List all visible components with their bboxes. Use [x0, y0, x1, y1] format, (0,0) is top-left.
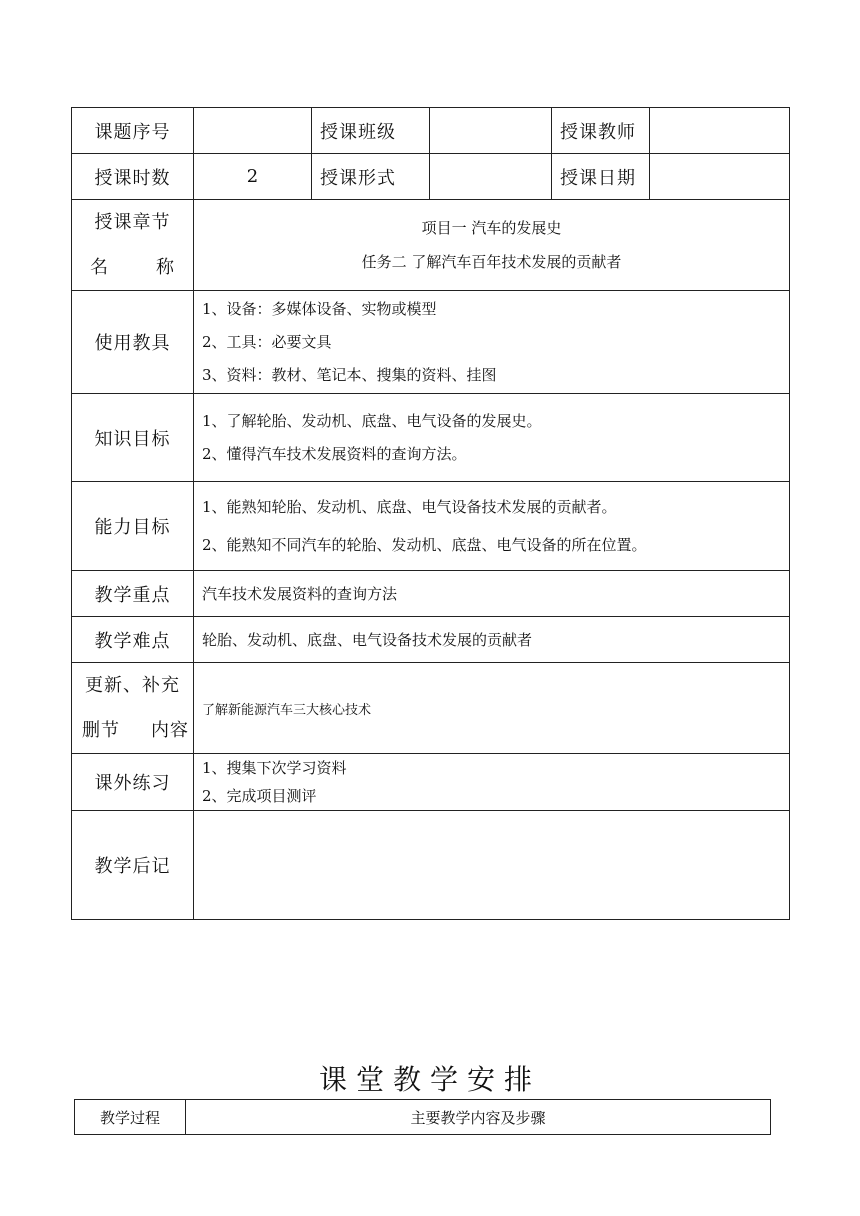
tools-item: 2、工具：必要文具 — [202, 332, 332, 351]
section-title: 课堂教学安排 — [318, 1063, 541, 1096]
updates-content: 了解新能源汽车三大核心技术 — [194, 663, 790, 754]
tools-item: 3、资料：教材、笔记本、搜集的资料、挂图 — [202, 365, 497, 384]
label-reflection: 教学后记 — [72, 811, 194, 920]
label-form: 授课形式 — [312, 154, 430, 200]
row-lesson-no — [72, 108, 790, 154]
lesson-no-value — [194, 108, 312, 154]
label-chapter-line2 — [72, 245, 193, 290]
tools-item: 1、设备：多媒体设备、实物或模型 — [202, 299, 437, 318]
row-homework — [72, 754, 790, 811]
row-ability-goals — [72, 482, 790, 571]
label-ability-goals: 能力目标 — [72, 482, 194, 571]
label-key-points: 教学重点 — [72, 571, 194, 617]
hours-value: 2 — [194, 154, 312, 200]
label-class: 授课班级 — [312, 108, 430, 154]
ability-goal-item: 1、能熟知轮胎、发动机、底盘、电气设备技术发展的贡献者。 — [202, 498, 617, 516]
chapter-subtitle: 任务二 了解汽车百年技术发展的贡献者 — [361, 253, 622, 271]
label-knowledge-goals: 知识目标 — [72, 394, 194, 482]
label-updates-line2 — [72, 708, 193, 753]
knowledge-goal-item: 2、懂得汽车技术发展资料的查询方法。 — [202, 444, 467, 463]
knowledge-goal-item: 1、了解轮胎、发动机、底盘、电气设备的发展史。 — [202, 411, 542, 430]
label-chapter-char-b: 称 — [156, 257, 175, 278]
key-points-content: 汽车技术发展资料的查询方法 — [194, 571, 790, 617]
row-difficulties — [72, 617, 790, 663]
date-value — [650, 154, 790, 200]
row-chapter — [72, 200, 790, 291]
homework-item: 2、完成项目测评 — [202, 787, 317, 805]
label-updates-word-a: 删节 — [82, 720, 120, 741]
class-value — [430, 108, 552, 154]
knowledge-goals-content — [194, 394, 790, 482]
lesson-info-table — [71, 107, 790, 920]
label-updates-line1: 更新、补充 — [85, 675, 180, 696]
row-tools — [72, 291, 790, 394]
label-date: 授课日期 — [552, 154, 650, 200]
chapter-content — [194, 200, 790, 291]
label-lesson-no: 课题序号 — [72, 108, 194, 154]
label-hours: 授课时数 — [72, 154, 194, 200]
label-tools: 使用教具 — [72, 291, 194, 394]
label-updates-word-b: 内容 — [151, 720, 189, 741]
tools-content — [194, 291, 790, 394]
label-updates — [72, 663, 194, 754]
row-hours — [72, 154, 790, 200]
ability-goals-content — [194, 482, 790, 571]
difficulties-content: 轮胎、发动机、底盘、电气设备技术发展的贡献者 — [194, 617, 790, 663]
steps-header-row — [75, 1100, 771, 1135]
row-updates — [72, 663, 790, 754]
row-reflection — [72, 811, 790, 920]
label-teacher: 授课教师 — [552, 108, 650, 154]
homework-item: 1、搜集下次学习资料 — [202, 759, 347, 777]
form-value — [430, 154, 552, 200]
header-process: 教学过程 — [75, 1100, 186, 1135]
ability-goal-item: 2、能熟知不同汽车的轮胎、发动机、底盘、电气设备的所在位置。 — [202, 536, 647, 554]
homework-content — [194, 754, 790, 811]
teacher-value — [650, 108, 790, 154]
teaching-steps-table — [74, 1099, 771, 1135]
label-homework: 课外练习 — [72, 754, 194, 811]
chapter-title: 项目一 汽车的发展史 — [421, 219, 562, 237]
row-key-points — [72, 571, 790, 617]
row-knowledge-goals — [72, 394, 790, 482]
label-chapter — [72, 200, 194, 291]
header-content: 主要教学内容及步骤 — [186, 1100, 771, 1135]
label-chapter-line1: 授课章节 — [94, 212, 171, 233]
reflection-content — [194, 811, 790, 920]
label-chapter-char-a: 名 — [90, 257, 109, 278]
label-difficulties: 教学难点 — [72, 617, 194, 663]
